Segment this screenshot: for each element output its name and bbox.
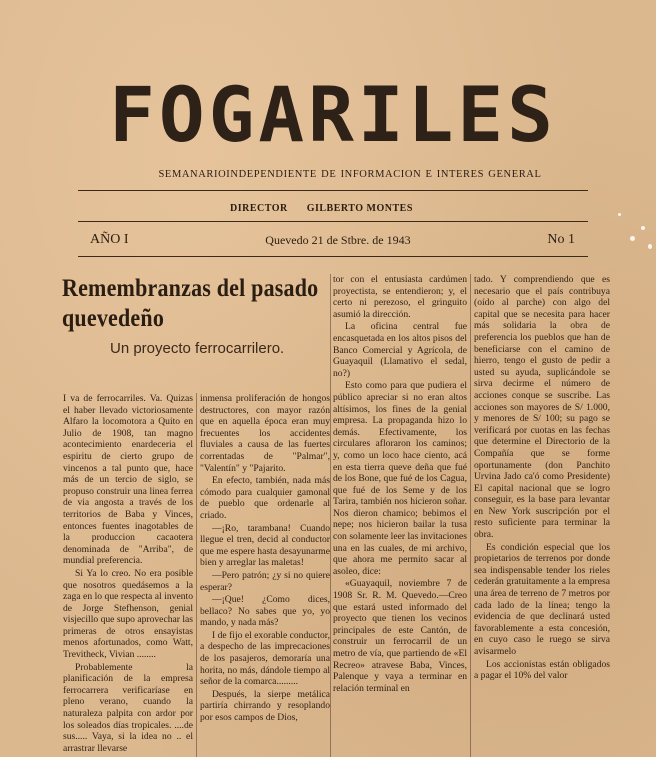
director-name: GILBERTO MONTES xyxy=(306,203,413,214)
article-column-4 xyxy=(474,274,610,757)
paragraph: Probablemente la planificación de la empresa ferrocarrera verificaríase en pleno verano, cuando la naturaleza palpita con ardor por los soleados días tropicales. ....de sus..... Vaya, si la idea no .. el arrastrar llevarse xyxy=(63,661,193,754)
issue-year: AÑO I xyxy=(90,232,129,247)
masthead-rule-bottom xyxy=(78,256,588,257)
newspaper-title: FOGARILES xyxy=(109,70,557,159)
paragraph: Si Ya lo creo. No era posible que nosotros quedásemos a la zaga en lo que respecta al invento de Jorge Stefhenson, genial visjecillo que supo aprovechar las primeras de otros ensayistas menos afortunados, como Watt, Trevitheck, Vivian ........ xyxy=(63,567,193,661)
newspaper-subtitle: SEMANARIOINDEPENDIENTE DE INFORMACION E INTERES GENERAL xyxy=(158,169,542,180)
paragraph: —¡Que! ¿Como dices, bellaco? No sabes que yo, yo mando, y nada más? xyxy=(200,594,330,629)
paragraph: I de fijo el exorable conductor, a despecho de las imprecaciones de los pasajeros, demoraría una horita, no más, dándole tiempo al señor de la comarca......... xyxy=(200,629,330,688)
article-headline: Remembranzas del pasado quevedeño xyxy=(62,273,319,332)
article-column-1 xyxy=(63,393,193,757)
column-divider xyxy=(470,274,471,757)
paragraph: tor con el entusiasta cardúmen proyectista, se entendieron; y, el certo ni perezoso, el gringuito asumió la dirección. xyxy=(333,274,467,320)
director-label: DIRECTOR xyxy=(230,203,288,214)
director-line xyxy=(230,203,413,214)
paragraph: La oficina central fue encasquetada en los altos pisos del Banco Comercial y Agrícola, de Guayaquil (Llamativo el sedal, no?) xyxy=(333,321,467,379)
paragraph: Los accionistas están obligados a pagar el 10% del valor xyxy=(474,658,610,682)
article-column-3 xyxy=(333,274,467,757)
article-column-2 xyxy=(200,393,330,757)
paragraph: Esto como para que pudiera el público apreciar si no eran altos altísimos, los fines de la genial empresa. La propaganda hizo lo demás. Efectivamente, los circulares afloraron los caminos; y, como un loco hace ciento, acá en esta tierra queve deña que fué de los Bone, que fué de los Cagua, que fué de los Seme y de los Tarira, también nos hicieron soñar. Nos dieron chamico; bebimos el nepe; nos hicieron bailar la tusa con solamente leer las invitaciones una en las cuales, de mi archivo, que ahora me permito sacar al asoleo, dice: xyxy=(333,380,467,577)
issue-info xyxy=(90,232,575,248)
issue-date: Quevedo 21 de Stbre. de 1943 xyxy=(265,232,411,247)
masthead-rule-top xyxy=(78,190,588,191)
paper-hole xyxy=(648,244,652,249)
column-divider xyxy=(330,274,331,757)
paper-hole xyxy=(618,213,621,216)
paragraph: Después, la sierpe metálica partiría chirrando y resoplando por esos campos de Dios, xyxy=(200,688,330,724)
issue-number: No 1 xyxy=(547,232,575,247)
paragraph: —¡Ro, tarambana! Cuando llegue el tren, decid al conductor que me espere hasta desayunarme bien y arreglar las maletas! xyxy=(200,522,330,569)
paragraph: I va de ferrocarriles. Va. Quizas el haber llevado victoriosamente Alfaro la locomotora a Quito en Julio de 1908, tan magno acontecimiento enardeceria el espiritu de cierto grupo de vincenos a tal punto que, hace más de un tercio de siglo, se propuso construir una linea ferrea de via angosta a través de los territorios de Baba y Vinces, entonces fuentes inagotables de la produccion cacaotera denominada de "Arriba", de mundial preferencia. xyxy=(63,393,193,567)
paper-hole xyxy=(630,236,635,241)
paragraph: «Guayaquil, noviembre 7 de 1908 Sr. R. M. Quevedo.—Creo que estará usted informado del proyecto que tienen los vecinos principales de este Cantón, de construir un ferrocarril de un metro de vía, que partiendo de «El Recreo» atravese Baba, Vinces, Palenque y vaya a terminar en relación terminal en xyxy=(333,578,467,694)
paragraph: tado. Y comprendiendo que es necesario que el país contribuya (oído al parche) con algo del capital que se necesita para hacer más solidaria la obra de preferencia los pueblos que han de beneficiarse con el camino de hierro, tengo el gusto de pedir a usted su ayuda, suplicándole se sirva decirme el número de acciones conque se suscribe. Las acciones son mayores de S/ 1.000, y menores de S/ 100; su pago se verificará por cuotas en las fechas que determine el Directorio de la Compañía que se forme oportunamente (don Panchito Urvina Jado ca'ó como Presidente) El capital nacional que se logro conseguir, es la base para levantar en New York suscripción por el resto suficiente para terminar la obra. xyxy=(474,274,610,541)
masthead-rule-middle xyxy=(78,221,588,222)
paragraph: Es condición especial que los propietarios de terrenos por donde sea indispensable tender los rieles cederán gratuitamente a la empresa una área de terreno de 7 metros por cada lado de la línea; tengo la evidencia de que declinará usted favorablemente a esta concesión, en cuyo caso le ruego se sirva avisarmelo xyxy=(474,541,610,657)
article-subhead: Un proyecto ferrocarrilero. xyxy=(110,340,285,357)
paragraph: —Pero patrón; ¿y si no quiere esperar? xyxy=(200,569,330,593)
paper-hole xyxy=(641,226,645,230)
paragraph: inmensa proliferación de hongos destructores, con mayor razón que en aquella época eran muy frecuentes los accidentes fluviales a causa de las fuertes correntadas de "Palmar", "Valentín" y "Pajarito. xyxy=(200,393,330,474)
column-divider xyxy=(196,393,197,757)
paragraph: En efecto, también, nada más cómodo para cualquier gamonal de pueblo que ordenarle al criado. xyxy=(200,475,330,521)
